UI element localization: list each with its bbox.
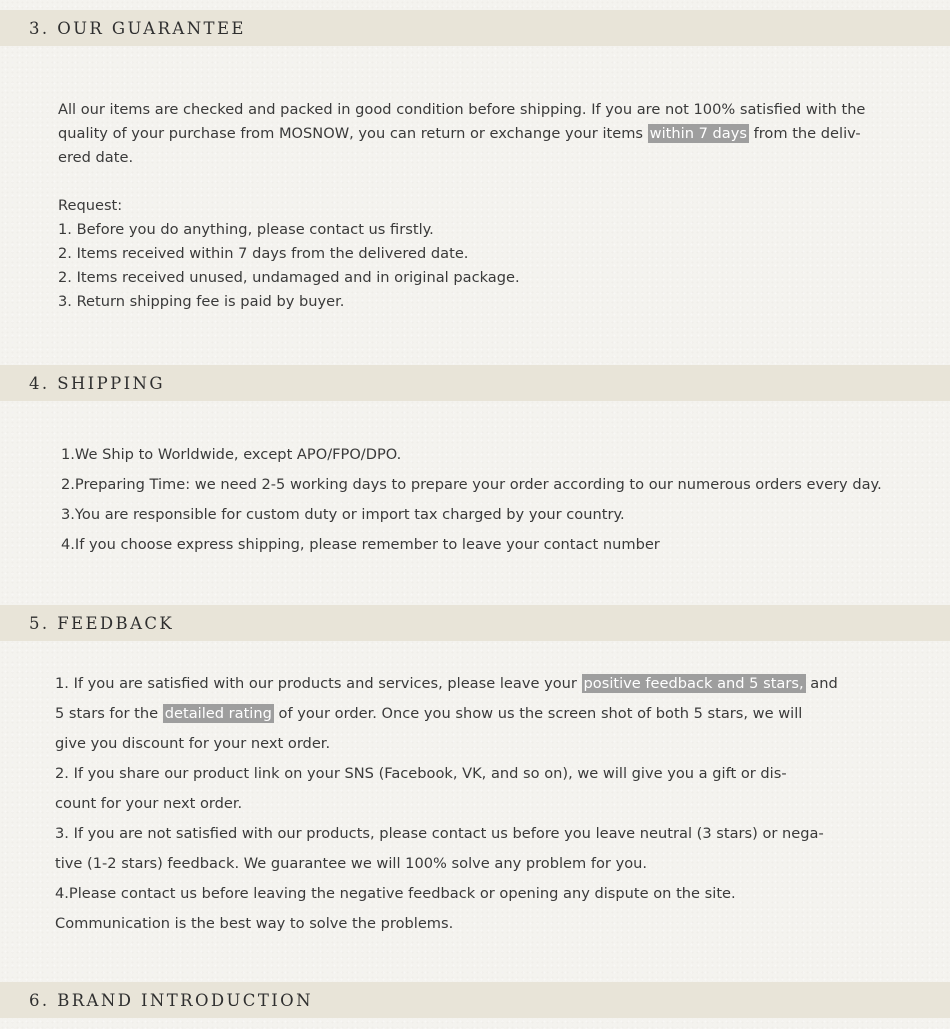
highlight-detailed-rating: detailed rating: [164, 705, 272, 722]
request-label: Request:: [58, 197, 123, 214]
section-title: 3. OUR GUARANTEE: [29, 18, 246, 38]
guarantee-text-line: [58, 125, 861, 142]
shipping-item: 2.Preparing Time: we need 2-5 working days to prepare your order according to our numerous orders every day.: [61, 476, 882, 493]
text-span: 1. If you are satisfied with our products and services, please leave your: [55, 675, 582, 692]
feedback-text-line: Communication is the best way to solve the problems.: [55, 915, 454, 932]
text-span: and: [805, 675, 838, 692]
request-item: 1. Before you do anything, please contact us firstly.: [58, 221, 434, 238]
shipping-item: 1.We Ship to Worldwide, except APO/FPO/DPO.: [61, 446, 402, 463]
shipping-item: 4.If you choose express shipping, please remember to leave your contact number: [61, 536, 660, 553]
feedback-text-line: 4.Please contact us before leaving the negative feedback or opening any dispute on the site.: [55, 885, 736, 902]
section-title: 6. BRAND INTRODUCTION: [29, 990, 313, 1010]
text-span: quality of your purchase from MOSNOW, you can return or exchange your items: [58, 125, 648, 142]
section-header-brand: [0, 982, 950, 1018]
request-item: 3. Return shipping fee is paid by buyer.: [58, 293, 345, 310]
feedback-text-line: [55, 705, 802, 722]
section-title: 4. SHIPPING: [29, 373, 165, 393]
feedback-text-line: give you discount for your next order.: [55, 735, 331, 752]
feedback-text-line: count for your next order.: [55, 795, 243, 812]
shipping-item: 3.You are responsible for custom duty or import tax charged by your country.: [61, 506, 625, 523]
section-header-shipping: [0, 365, 950, 401]
section-title: 5. FEEDBACK: [29, 613, 175, 633]
text-span: of your order. Once you show us the screen shot of both 5 stars, we will: [273, 705, 803, 722]
feedback-text-line: 3. If you are not satisfied with our products, please contact us before you leave neutral (3 stars) or nega-: [55, 825, 824, 842]
feedback-text-line: tive (1-2 stars) feedback. We guarantee we will 100% solve any problem for you.: [55, 855, 648, 872]
text-span: 5 stars for the: [55, 705, 163, 722]
feedback-text-line: [55, 675, 838, 692]
request-item: 2. Items received within 7 days from the delivered date.: [58, 245, 469, 262]
request-item: 2. Items received unused, undamaged and in original package.: [58, 269, 520, 286]
guarantee-text-line: All our items are checked and packed in good condition before shipping. If you are not 100% satisfied with the: [58, 101, 866, 118]
feedback-text-line: 2. If you share our product link on your SNS (Facebook, VK, and so on), we will give you a gift or dis-: [55, 765, 787, 782]
guarantee-text-line: ered date.: [58, 149, 134, 166]
section-header-feedback: [0, 605, 950, 641]
highlight-positive-feedback: positive feedback and 5 stars,: [583, 675, 804, 692]
highlight-within-7-days: within 7 days: [649, 125, 747, 142]
section-header-guarantee: [0, 10, 950, 46]
text-span: from the deliv-: [748, 125, 861, 142]
